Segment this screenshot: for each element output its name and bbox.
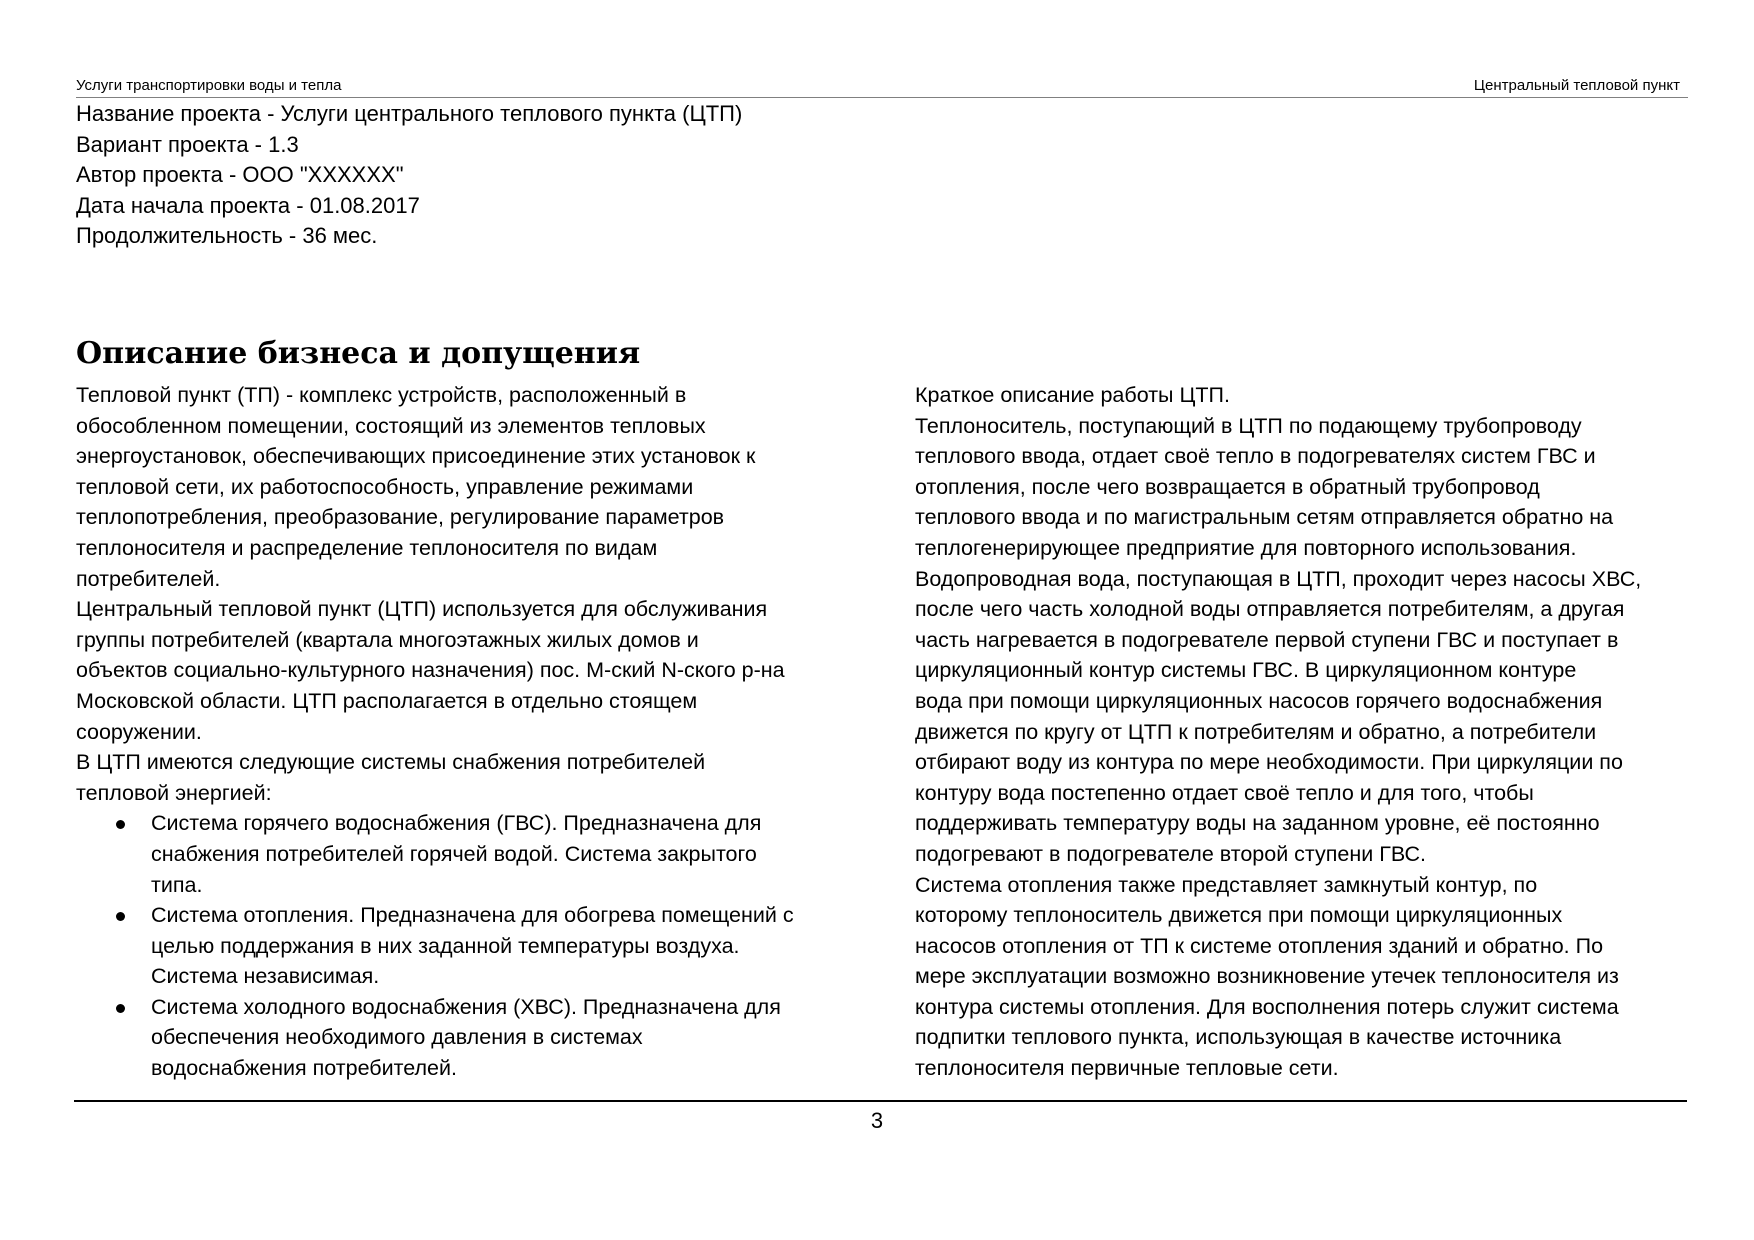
section-title: Описание бизнеса и допущения [76,336,641,371]
running-header [76,76,1688,98]
paragraph-ctp-usage: Центральный тепловой пункт (ЦТП) используется для обслуживания группы потребителей (квартала многоэтажных жилых домов и объектов социально-культурного назначения) пос. М-ский N-ского р-на Московской области. ЦТП располагается в отдельно стоящем сооружении. [76,597,785,744]
left-column [76,380,856,1084]
paragraph-systems-intro: В ЦТП имеются следующие системы снабжения потребителей тепловой энергией: [76,750,706,805]
bullet-icon [116,912,125,921]
bullet-icon [116,1004,125,1013]
list-item: Система горячего водоснабжения (ГВС). Предназначена для снабжения потребителей горячей водой. Система закрытого типа. [76,808,856,900]
list-item: Система отопления. Предназначена для обогрева помещений с целью поддержания в них заданной температуры воздуха. Система независимая. [76,900,856,992]
paragraph-water-supply: Водопроводная вода, поступающая в ЦТП, проходит через насосы ХВС, после чего часть холодной воды отправляется потребителям, а другая часть нагревается в подогревателе первой ступени ГВС и поступает в циркуляционный контур системы ГВС. В циркуляционном контуре вода при помощи циркуляционных насосов горячего водоснабжения движется по кругу от ЦТП к потребителям и обратно, а потребители отбирают воду из контура по мере необходимости. При циркуляции по контуру вода постепенно отдает своё тепло и для того, чтобы поддерживать температуру воды на заданном уровне, её постоянно подогревают в подогревателе второй ступени ГВС. [915,566,1642,866]
project-author: Автор проекта - ООО "XXXXXX" [76,162,404,187]
footer-divider [74,1100,1687,1102]
paragraph-tp-definition: Тепловой пункт (ТП) - комплекс устройств, расположенный в обособленном помещении, состоящий из элементов тепловых энергоустановок, обеспечивающих присоединение этих установок к тепловой сети, их работоспособность, управление режимами теплопотребления, преобразование, регулирование параметров теплоносителя и распределение теплоносителя по видам потребителей. [76,383,756,591]
bullet-icon [116,820,125,829]
project-start-date: Дата начала проекта - 01.08.2017 [76,192,420,218]
project-duration: Продолжительность - 36 мес. [76,223,378,248]
paragraph-heating-system: Система отопления также представляет замкнутый контур, по которому теплоноситель движется при помощи циркуляционных насосов отопления от ТП к системе отопления зданий и обратно. По мере эксплуатации возможно возникновение утечек теплоносителя из контура системы отопления. Для восполнения потерь служит система подпитки теплового пункта, использующая в качестве источника теплоносителя первичные тепловые сети. [915,872,1619,1081]
paragraph-ctp-operation-title: Краткое описание работы ЦТП. [915,383,1230,407]
header-left-text: Услуги транспортировки воды и тепла [76,77,342,94]
right-column [915,380,1695,1084]
project-name: Название проекта - Услуги центрального теплового пункта (ЦТП) [76,101,743,126]
paragraph-heat-carrier: Теплоноситель, поступающий в ЦТП по подающему трубопроводу теплового ввода, отдает своё тепло в подогревателях систем ГВС и отопления, после чего возвращается в обратный трубопровод теплового ввода и по магистральным сетям отправляется обратно на теплогенерирующее предприятие для повторного использования. [915,413,1614,560]
systems-list [76,808,856,1083]
page-number: 3 [870,1108,884,1133]
project-version: Вариант проекта - 1.3 [76,131,299,157]
list-item: Система холодного водоснабжения (ХВС). Предназначена для обеспечения необходимого давления в системах водоснабжения потребителей. [76,992,856,1084]
project-info [76,99,742,252]
header-right-text: Центральный тепловой пункт [1473,77,1680,94]
